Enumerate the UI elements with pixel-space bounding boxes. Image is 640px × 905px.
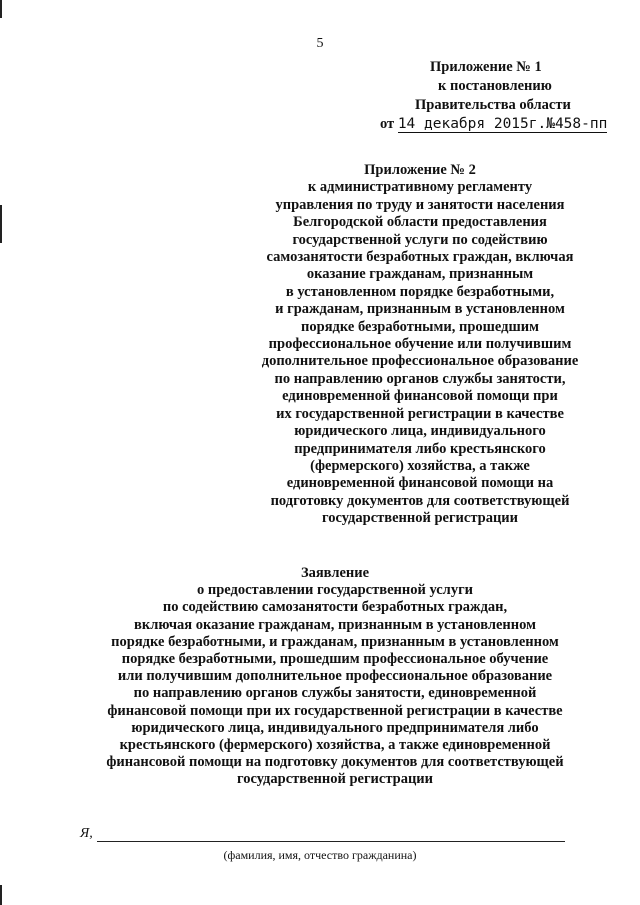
annex-2-line: Приложение № 2: [364, 162, 476, 178]
statement-line: порядке безработными, и гражданам, признанным в установленном: [111, 633, 559, 650]
annex-2-line: государственной услуги по содействию: [292, 231, 548, 248]
annex-2-line: в установленном порядке безработными,: [285, 283, 555, 300]
statement-line: порядке безработными, прошедшим профессиональное обучение: [121, 651, 549, 668]
annex-1-header: [380, 58, 640, 134]
annex-2-line: самозанятости безработных граждан, включая: [266, 249, 574, 266]
scan-edge-mark-middle: [0, 205, 2, 243]
annex-1-government: Правительства области: [415, 97, 571, 113]
statement-line: о предоставлении государственной услуги: [196, 582, 474, 599]
annex-2-line: предпринимателя либо крестьянского: [294, 440, 546, 457]
annex-2-line: Белгородской области предоставления: [293, 214, 547, 231]
annex-2-line: государственной регистрации: [321, 510, 519, 527]
annex-2-line: к административному регламенту: [307, 179, 533, 196]
annex-1-title: Приложение № 1: [430, 59, 542, 75]
annex-2-line: юридического лица, индивидуального: [294, 423, 546, 440]
statement-line: юридического лица, индивидуального предпринимателя либо: [131, 719, 539, 736]
applicant-name-row: [80, 826, 600, 842]
statement-line: по направлению органов службы занятости, единовременной: [133, 685, 537, 702]
annex-2-line: по направлению органов службы занятости,: [274, 370, 566, 387]
statement-line: финансовой помощи при их государственной регистрации в качестве: [107, 702, 563, 719]
page-number: 5: [316, 36, 324, 51]
annex-2-line: управления по труду и занятости населения: [275, 196, 565, 213]
statement-line: по содействию самозанятости безработных граждан,: [162, 599, 508, 616]
annex-2-line: (фермерского) хозяйства, а также: [310, 457, 530, 474]
annex-2-line: оказание гражданам, признанным: [306, 266, 534, 283]
statement-line: или получившим дополнительное профессиональное образование: [117, 668, 553, 685]
annex-2-line: единовременной финансовой помощи на: [286, 475, 554, 492]
statement-block: [75, 565, 595, 789]
annex-1-to-resolution: к постановлению: [438, 78, 552, 94]
applicant-name-hint: (фамилия, имя, отчество гражданина): [223, 848, 417, 862]
statement-line: финансовой помощи на подготовку документов для соответствующей: [106, 754, 564, 771]
annex-2-line: дополнительное профессиональное образование: [261, 353, 579, 370]
annex-2-line: порядке безработными, прошедшим: [301, 318, 539, 335]
statement-line: крестьянского (фермерского) хозяйства, а также единовременной: [119, 737, 551, 754]
annex-2-line: единовременной финансовой помощи при: [282, 388, 558, 405]
scan-edge-mark-bottom: [0, 885, 2, 905]
statement-line: включая оказание гражданам, признанным в установленном: [134, 616, 536, 633]
resolution-number: №458-пп: [546, 116, 608, 132]
applicant-prefix: Я,: [80, 826, 93, 841]
statement-line: государственной регистрации: [236, 771, 434, 788]
applicant-name-field[interactable]: [97, 827, 565, 842]
annex-2-line: и гражданам, признанным в установленном: [275, 301, 565, 318]
annex-2-line: профессиональное обучение или получившим: [268, 336, 572, 353]
annex-2-header: [245, 162, 595, 528]
annex-1-date-line: [380, 115, 640, 134]
scan-edge-mark-top: [0, 0, 2, 18]
resolution-date: 14 декабря 2015г.: [397, 116, 547, 132]
annex-2-line: их государственной регистрации в качестве: [276, 405, 564, 422]
date-prefix: от: [380, 116, 395, 132]
annex-2-line: подготовку документов для соответствующей: [270, 492, 570, 509]
statement-title: Заявление: [300, 565, 370, 581]
